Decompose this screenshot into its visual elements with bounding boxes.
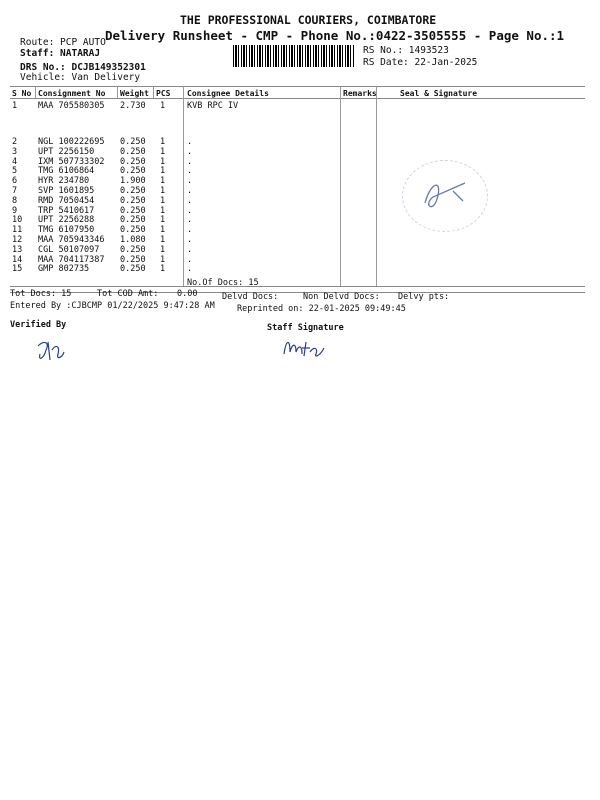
- row-sno: 7: [12, 186, 18, 196]
- row-consignee-details: .: [187, 225, 193, 236]
- row-consignment-no: MAA 705580305: [38, 101, 105, 111]
- table-top-rule: [10, 86, 585, 87]
- tot-cod-value: 0.00: [177, 289, 198, 299]
- rs-number: RS No.: 1493523: [363, 45, 449, 56]
- row-consignment-no: CGL 50107097: [38, 244, 100, 255]
- drs-number: DRS No.: DCJB149352301: [20, 62, 146, 73]
- row-weight: 0.250: [120, 254, 146, 265]
- vehicle-label: Vehicle: Van Delivery: [20, 72, 141, 83]
- row-consignment-no: HYR 234780: [38, 176, 90, 187]
- row-consignment-no: NGL 100222695: [38, 137, 105, 147]
- row-consignment-no: UPT 2256288: [38, 215, 95, 226]
- row-consignee-details: .: [187, 264, 193, 275]
- row-weight: 0.250: [120, 225, 146, 236]
- row-consignee-details: .: [187, 205, 193, 216]
- col-divider: [153, 86, 154, 98]
- row-sno: 13: [12, 244, 23, 255]
- row-sno: 4: [12, 156, 18, 167]
- delivered-docs: Delvd Docs:: [222, 292, 279, 302]
- runsheet-title: Delivery Runsheet - CMP - Phone No.:0422-3505555 - Page No.:1: [105, 28, 565, 43]
- staff-signature: [280, 334, 330, 364]
- row-sno: 1: [12, 101, 18, 111]
- row-consignee-details: .: [187, 137, 193, 147]
- no-of-docs: No.Of Docs: 15: [187, 278, 259, 288]
- row-consignee-details: .: [187, 176, 193, 187]
- col-header-sno: S No: [12, 89, 32, 98]
- col-header-remarks: Remarks: [343, 89, 377, 98]
- row-consignee-details: KVB RPC IV: [187, 101, 239, 111]
- row-pcs: 1: [160, 166, 166, 177]
- row-consignee-details: .: [187, 254, 193, 265]
- row-sno: 9: [12, 205, 18, 216]
- row-consignee-details: .: [187, 156, 193, 167]
- row-weight: 0.250: [120, 264, 146, 275]
- row-consignee-details: .: [187, 166, 193, 177]
- runsheet-table: [10, 86, 585, 286]
- row-consignment-no: UPT 2256150: [38, 146, 95, 157]
- row-pcs: 1: [160, 244, 166, 255]
- row-sno: 14: [12, 254, 23, 265]
- row-weight: 0.250: [120, 195, 146, 206]
- row-pcs: 1: [160, 195, 166, 206]
- row-consignee-details: .: [187, 215, 193, 226]
- row-weight: 0.250: [120, 156, 146, 167]
- row-sno: 11: [12, 225, 23, 236]
- row-sno: 6: [12, 176, 18, 187]
- tot-docs: Tot Docs: 15: [10, 289, 72, 299]
- row-weight: 0.250: [120, 137, 146, 147]
- row-consignment-no: TMG 6106864: [38, 166, 95, 177]
- rs-date: RS Date: 22-Jan-2025: [363, 57, 478, 68]
- row-sno: 8: [12, 195, 18, 206]
- col-header-pcs: PCS: [156, 89, 171, 98]
- row-pcs: 1: [160, 264, 166, 275]
- row-consignment-no: IXM 507733302: [38, 156, 105, 167]
- row-pcs: 1: [160, 215, 166, 226]
- row-weight: 1.900: [120, 176, 146, 187]
- row-consignment-no: RMD 7050454: [38, 195, 95, 206]
- col-header-consignee: Consignee Details: [187, 89, 269, 98]
- entered-by: Entered By :CJBCMP 01/22/2025 9:47:28 AM: [10, 301, 215, 311]
- row-weight: 0.250: [120, 166, 146, 177]
- row-pcs: 1: [160, 137, 166, 147]
- row-pcs: 1: [160, 146, 166, 157]
- col-divider: [376, 86, 377, 286]
- route-label: Route: PCP AUTO: [20, 37, 106, 48]
- row-weight: 0.250: [120, 244, 146, 255]
- row-consignee-details: .: [187, 195, 193, 206]
- seal-signature-scribble: [403, 161, 487, 231]
- col-header-consignment: Consignment No: [38, 89, 106, 98]
- row-pcs: 1: [160, 225, 166, 236]
- verifier-signature: [30, 332, 70, 368]
- row-consignment-no: GMP 802735: [38, 264, 90, 275]
- row-weight: 0.250: [120, 215, 146, 226]
- row-sno: 10: [12, 215, 23, 226]
- staff-signature-label: Staff Signature: [267, 323, 344, 333]
- row-sno: 3: [12, 146, 18, 157]
- row-pcs: 1: [160, 101, 166, 111]
- table-header-rule: [10, 98, 585, 99]
- verified-by-label: Verified By: [10, 320, 67, 330]
- row-pcs: 1: [160, 254, 166, 265]
- row-consignment-no: MAA 705943346: [38, 235, 105, 245]
- company-name: THE PROFESSIONAL COURIERS, COIMBATORE: [180, 13, 437, 27]
- row-sno: 5: [12, 166, 18, 177]
- row-pcs: 1: [160, 156, 166, 167]
- row-consignment-no: TMG 6107950: [38, 225, 95, 236]
- row-consignee-details: .: [187, 244, 193, 255]
- row-consignee-details: .: [187, 186, 193, 196]
- row-weight: 0.250: [120, 186, 146, 196]
- row-pcs: 1: [160, 176, 166, 187]
- non-delivered-docs: Non Delvd Docs:: [303, 292, 380, 302]
- row-consignee-details: .: [187, 235, 193, 245]
- row-sno: 15: [12, 264, 23, 275]
- row-consignment-no: TRP 5410617: [38, 205, 95, 216]
- col-divider: [35, 86, 36, 98]
- row-consignee-details: .: [187, 146, 193, 157]
- row-weight: 1.080: [120, 235, 146, 245]
- row-pcs: 1: [160, 186, 166, 196]
- row-pcs: 1: [160, 235, 166, 245]
- col-header-weight: Weight: [120, 89, 149, 98]
- col-divider: [117, 86, 118, 98]
- row-weight: 0.250: [120, 205, 146, 216]
- delivery-points: Delvy pts:: [398, 292, 450, 302]
- col-divider: [340, 86, 341, 286]
- col-divider: [183, 86, 184, 286]
- staff-label: Staff: NATARAJ: [20, 48, 101, 59]
- row-weight: 2.730: [120, 101, 146, 111]
- row-sno: 12: [12, 235, 23, 245]
- row-pcs: 1: [160, 205, 166, 216]
- tot-cod-label: Tot COD Amt:: [97, 289, 159, 299]
- seal-stamp: [402, 160, 488, 232]
- row-sno: 2: [12, 137, 18, 147]
- row-consignment-no: SVP 1601895: [38, 186, 95, 196]
- reprinted-on: Reprinted on: 22-01-2025 09:49:45: [237, 304, 406, 314]
- barcode: [233, 45, 355, 67]
- table-bottom-rule: [10, 286, 585, 287]
- col-header-seal-signature: Seal & Signature: [400, 89, 478, 98]
- row-weight: 0.250: [120, 146, 146, 157]
- row-consignment-no: MAA 704117387: [38, 254, 105, 265]
